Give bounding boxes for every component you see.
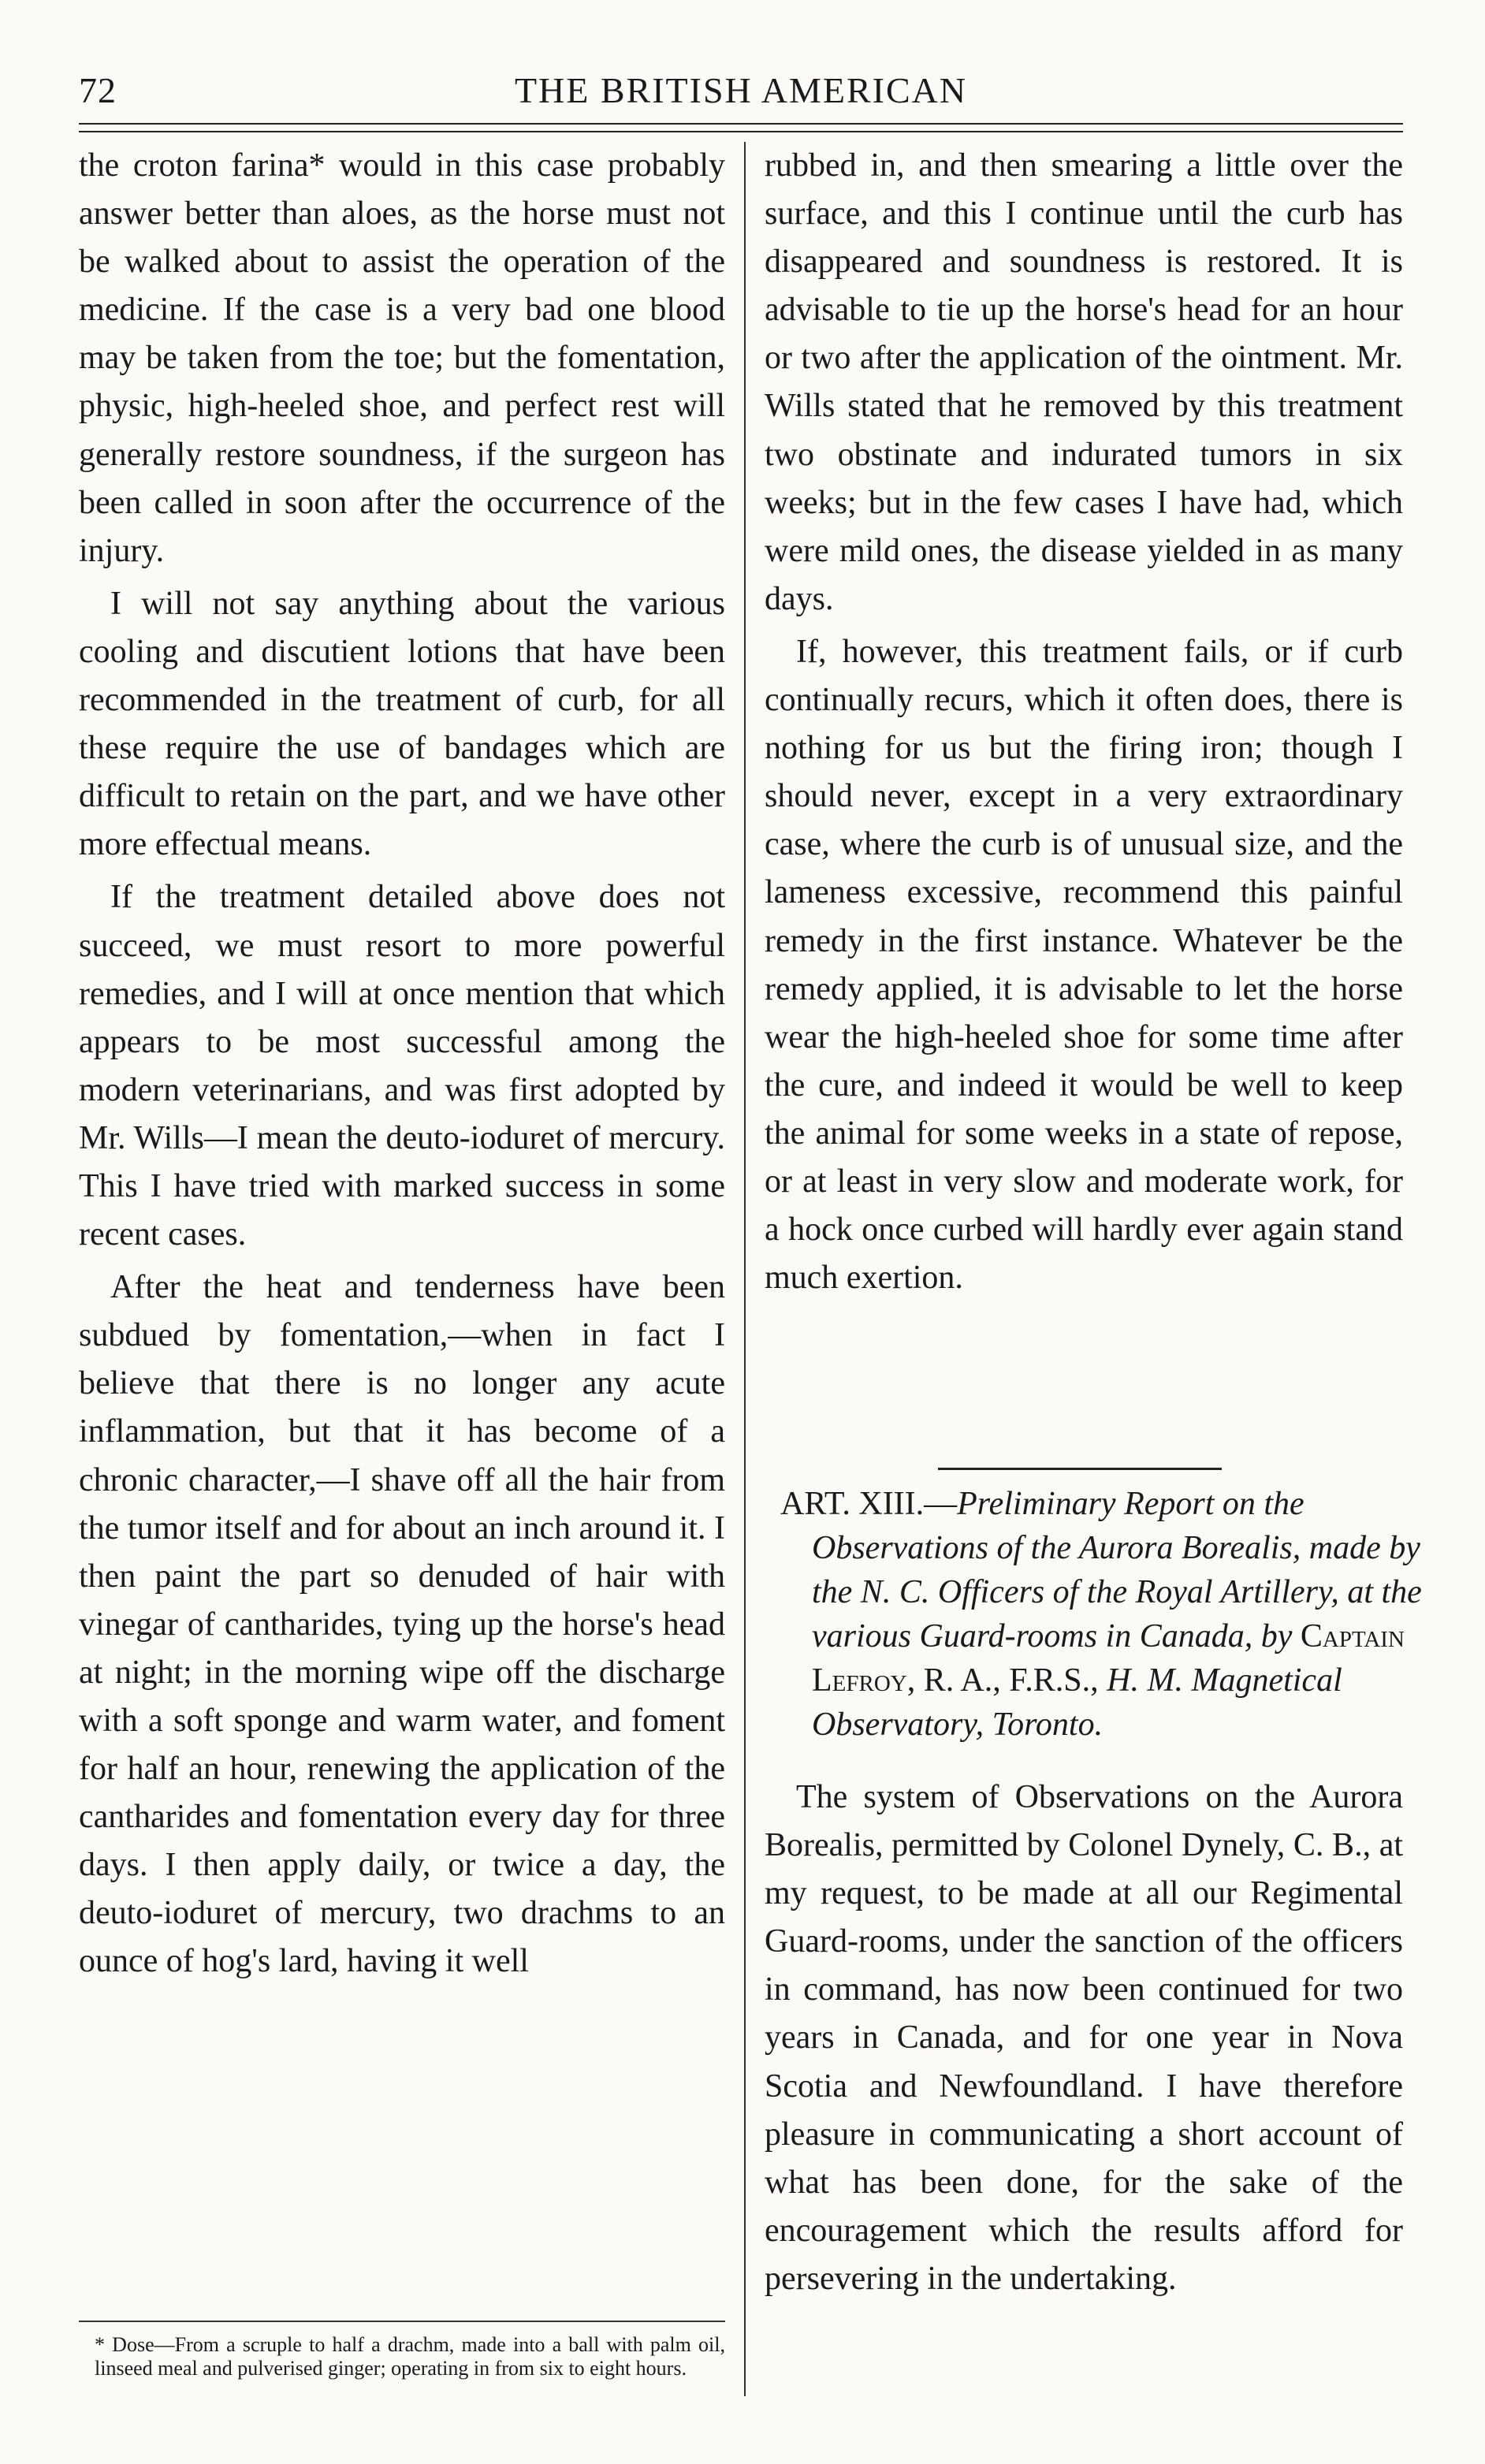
left-paragraph-2: I will not say anything about the various cooling and discutient lotions that have been recommended in the treatment of curb, for all these require the use of bandages which are difficult to retain on the part, and we have other more effectual means. (79, 585, 725, 863)
footnote: * Dose—From a scruple to half a drachm, made into a ball with palm oil, linseed meal and pulverised ginger; operating in from six to eight hours. (95, 2333, 725, 2380)
column-divider (744, 142, 746, 2396)
left-paragraph-1: the croton farina* would in this case probably answer better than aloes, as the horse must not be walked about to assist the operation of the medicine. If the case is a very bad one blood may be taken from the toe; but the fomentation, physic, high-heeled shoe, and perfect rest will generally restore soundness, if the surgeon has been called in soon after the occurrence of the injury. (79, 147, 725, 569)
running-head (79, 69, 1403, 117)
right-paragraph-1: rubbed in, and then smearing a little over the surface, and this I continue until the curb has disappeared and soundness is restored. It is advisable to tie up the horse's head for an hour or two after the application of the ointment. Mr. Wills stated that he removed by this treatment two obstinate and indurated tumors in six weeks; but in the few cases I have had, which were mild ones, the disease yielded in as many days. (765, 147, 1403, 617)
right-column-continued (765, 1774, 1403, 2308)
right-paragraph-2: If, however, this treatment fails, or if curb continually recurs, which it often does, there is nothing for us but the firing iron; though I should never, except in a very extraordinary case, where the curb is of unusual size, and the lameness excessive, recommend this painful remedy in the first instance. Whatever be the remedy applied, it is advisable to let the horse wear the high-heeled shoe for some time after the cure, and indeed it would be well to keep the animal for some weeks in a state of repose, or at least in very slow and moderate work, for a hock once curbed will hardly ever again stand much exertion. (765, 633, 1403, 1297)
article-separator-rule (938, 1468, 1222, 1470)
page-number: 72 (79, 70, 117, 110)
article-author-credentials: R. A., F.R.S., (923, 1662, 1099, 1699)
right-paragraph-3: The system of Observations on the Aurora Borealis, permitted by Colonel Dynely, C. B., at my request, to be made at all our Regimental Guard-rooms, under the sanction of the officers in command, has now been continued for two years in Canada, and for one year in Nova Scotia and Newfoundland. I have therefore pleasure in communicating a short account of what has been done, for the sake of the encouragement which the results afford for persevering in the undertaking. (765, 1779, 1403, 2297)
article-author: Captain Lefroy, (812, 1618, 1405, 1699)
footnote-rule (79, 2321, 725, 2322)
header-rule-top (79, 123, 1403, 125)
header-rule-bottom (79, 131, 1403, 132)
journal-title: THE BRITISH AMERICAN (514, 70, 968, 110)
article-heading (780, 1482, 1435, 1747)
left-paragraph-3: If the treatment detailed above does not succeed, we must resort to more powerful remedies, and I will at once mention that which appears to be most successful among the modern veterinarians, and was first adopted by Mr. Wills—I mean the deuto-ioduret of mercury. This I have tried with marked success in some recent cases. (79, 879, 725, 1253)
article-title: Preliminary Report on the Observations of the Aurora Borealis, made by the N. C. Officers of the Royal Artillery, at the various Guard-rooms in Canada, by (812, 1486, 1422, 1654)
article-affiliation: H. M. Magnetical Observatory, Toronto. (812, 1662, 1342, 1743)
left-column (79, 142, 725, 2373)
left-paragraph-4: After the heat and tenderness have been subdued by fomentation,—when in fact I believe that there is no longer any acute inflammation, but that it has become of a chronic character,—I shave off all the hair from the tumor itself and for about an inch around it. I then paint the part so denuded of hair with vinegar of cantharides, tying up the horse's head at night; in the morning wipe off the discharge with a soft sponge and warm water, and foment for half an hour, renewing the application of the cantharides and fomentation every day for three days. I then apply daily, or twice a day, the deuto-ioduret of mercury, two drachms to an ounce of hog's lard, having it well (79, 1269, 725, 1980)
article-label: ART. XIII.— (780, 1486, 958, 1522)
